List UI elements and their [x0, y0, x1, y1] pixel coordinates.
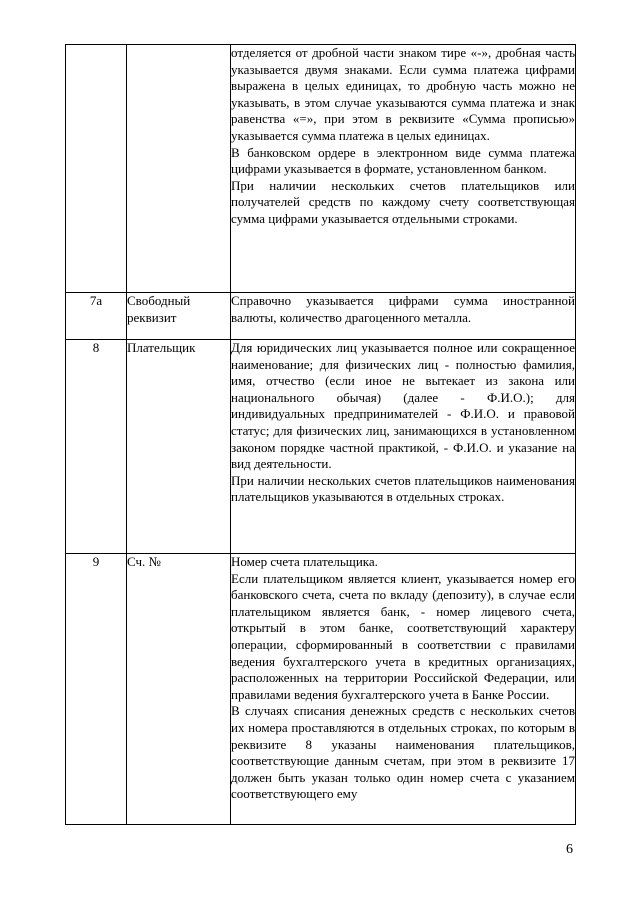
description-paragraph: В случаях списания денежных средств с нескольких счетов их номера проставляются в отдельных строках, по которым в реквизите 8 указаны наименования плательщиков, соответствующие данным счетам, при этом в реквизите 17 должен быть указан только один номер счета с указанием соответствующего ему — [231, 703, 575, 802]
requisite-description — [231, 293, 576, 340]
requisite-description — [231, 45, 576, 293]
page-number: 6 — [566, 842, 573, 857]
requisite-description — [231, 340, 576, 554]
description-paragraph: Номер счета плательщика. — [231, 554, 378, 569]
table-row — [66, 340, 576, 554]
row-number: 7а — [66, 293, 127, 340]
table-row — [66, 45, 576, 293]
description-paragraph: отделяется от дробной части знаком тире «-», дробная часть указывается двумя знаками. Если сумма платежа цифрами выражена в целых единицах, то дробную часть можно не указывать, в этом случае указываются сумма платежа и знак равенства «=», при этом в реквизите «Сумма прописью» указывается сумма платежа в целых единицах. — [231, 45, 575, 143]
description-paragraph: В банковском ордере в электронном виде сумма платежа цифрами указывается в формате, установленном банком. — [231, 144, 575, 177]
description-paragraph: При наличии нескольких счетов плательщиков или получателей средств по каждому счету соответствующая сумма цифрами указывается отдельными строками. — [231, 177, 575, 226]
table-row — [66, 293, 576, 340]
row-number — [66, 45, 127, 293]
row-number: 9 — [66, 554, 127, 825]
requisite-name: Свободный реквизит — [127, 293, 231, 340]
description-paragraph: Для юридических лиц указывается полное или сокращенное наименование; для физических лиц - полностью фамилия, имя, отчество (если иное не вытекает из закона или национального обычая) (далее - Ф.И.О.); для индивидуальных предпринимателей - Ф.И.О. и правовой статус; для физических лиц, занимающихся в установленном законом порядке частной практикой, - Ф.И.О. и указание на вид деятельности. — [231, 340, 575, 472]
requisite-name: Плательщик — [127, 340, 231, 554]
requisite-description — [231, 554, 576, 825]
row-number: 8 — [66, 340, 127, 554]
table-row — [66, 554, 576, 825]
description-paragraph: Справочно указывается цифрами сумма иностранной валюты, количество драгоценного металла. — [231, 293, 575, 325]
description-paragraph: Если плательщиком является клиент, указывается номер его банковского счета, счета по вкладу (депозиту), в случае если плательщиком является банк, - номер лицевого счета, открытый в этом банке, соответствующий характеру операции, сформированный в соответствии с правилами ведения бухгалтерского учета в кредитных организациях, расположенных на территории Российской Федерации, или правилами ведения бухгалтерского учета в Банке России. — [231, 570, 575, 702]
requisites-table — [65, 44, 576, 825]
description-paragraph: При наличии нескольких счетов плательщиков наименования плательщиков указываются в отдельных строках. — [231, 472, 575, 505]
requisite-name: Сч. № — [127, 554, 231, 825]
requisite-name — [127, 45, 231, 293]
